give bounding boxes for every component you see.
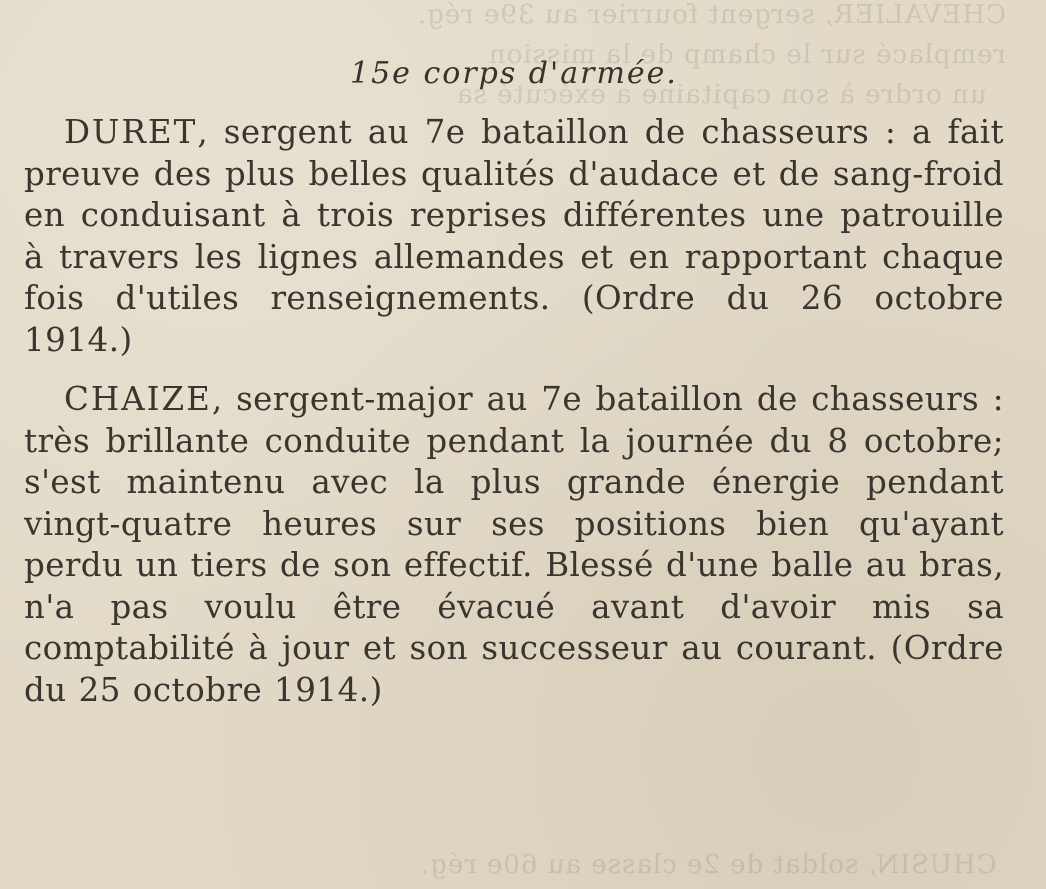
- section-heading: 15e corps d'armée.: [350, 56, 678, 91]
- show-through-text: remplacé sur le champ de la mission: [487, 40, 1006, 70]
- citation-body: , sergent-major au 7e bataillon de chasseurs : très brillante conduite pendant la journée du 8 octobre; s'est maintenu avec la plus grande énergie pendant vingt-quatre heures sur ses positions bien qu'ayant perdu un tiers de son effectif. Blessé d'une balle au bras, n'a pas voulu être évacué avant d'avoir mis sa comptabilité à jour et son successeur au courant.: [24, 380, 1004, 667]
- citation-order: (Ordre du 26 octobre 1914.): [24, 279, 1004, 359]
- citation-name: CHAIZE: [64, 380, 212, 418]
- citation-order: (Ordre du 25 octobre 1914.): [24, 629, 1005, 709]
- citation-paragraph-chaize: [24, 379, 1004, 711]
- show-through-text: un ordre à son capitaine a exécuté sa: [455, 80, 986, 110]
- newspaper-clipping: [24, 52, 1004, 729]
- citation-paragraph-duret: [24, 112, 1004, 361]
- citation-body: , sergent au 7e bataillon de chasseurs : a fait preuve des plus belles qualités d'audace et de sang-froid en conduisant à trois reprises différentes une patrouille à travers les lignes allemandes et en rapportant chaque fois d'utiles renseignements.: [24, 113, 1004, 317]
- show-through-text: CHEVALIER, sergent fourrier au 39e rég.: [417, 0, 1006, 30]
- show-through-text: CHUSIN, soldat de 2e classe au 60e rég.: [420, 850, 997, 880]
- citation-name: DURET: [64, 113, 198, 151]
